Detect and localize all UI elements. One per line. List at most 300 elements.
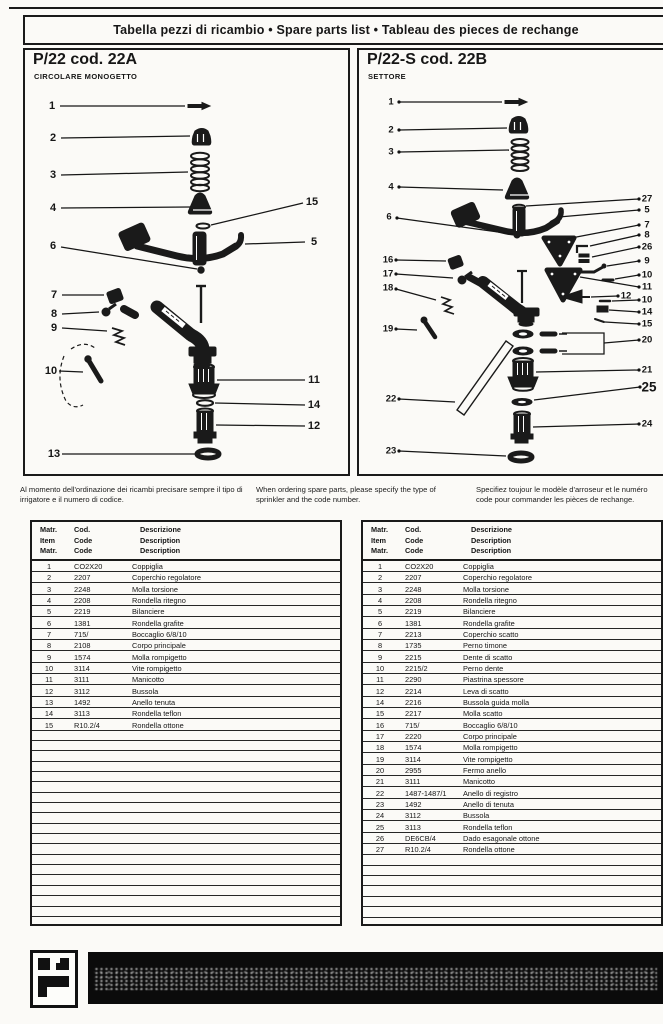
part-code: 2219	[405, 607, 422, 617]
part-callout-11: 11	[308, 374, 320, 386]
table-row	[363, 753, 661, 764]
part-code: 3113	[74, 709, 90, 719]
table-row	[363, 685, 661, 696]
logo-notch	[56, 958, 60, 963]
part-code: 1492	[405, 800, 422, 810]
part-callout-8: 8	[644, 229, 650, 241]
table-row	[363, 629, 661, 640]
part-description: Rondella grafite	[463, 618, 515, 628]
part-callout-25: 25	[641, 379, 657, 395]
table-empty-row	[32, 793, 340, 803]
table-row	[363, 844, 661, 855]
item-number: 12	[44, 686, 54, 696]
part-description: Molla rompigetto	[463, 743, 518, 753]
part-callout-21: 21	[641, 364, 653, 376]
part-description: Molla scatto	[463, 709, 503, 719]
header-descrizione: Descrizione	[471, 525, 512, 534]
part-callout-7: 7	[50, 289, 58, 301]
header-descrizione: Descrizione	[140, 525, 181, 534]
part-code: 2219	[74, 607, 91, 617]
parts-art	[60, 103, 241, 459]
item-number: 14	[375, 697, 385, 707]
part-washer-6	[198, 267, 204, 273]
item-number: 2	[377, 573, 383, 583]
part-callout-3: 3	[388, 146, 394, 158]
part-callout-9: 9	[50, 322, 58, 334]
part-code: 2207	[405, 573, 422, 583]
table-row	[32, 583, 340, 594]
part-callout-12: 12	[620, 290, 632, 302]
item-number: 2	[46, 573, 52, 583]
part-code: 3111	[405, 777, 421, 787]
part-washer-6	[514, 232, 520, 238]
part-code: 3114	[405, 754, 421, 764]
table-empty-row	[363, 897, 661, 907]
table-row	[32, 708, 340, 719]
ordering-note-french: Specifiez toujour le modèle d'arroseur et le numéro code pour commander les pièces de rechange.	[476, 484, 648, 505]
part-rocker-arm	[118, 222, 241, 265]
item-number: 5	[46, 607, 52, 617]
table-row	[363, 583, 661, 594]
header-item: Item	[371, 535, 387, 545]
part-callout-14: 14	[307, 399, 321, 411]
part-callout-18: 18	[382, 282, 394, 294]
part-cap	[509, 117, 528, 134]
part-description: Rondella grafite	[132, 618, 184, 628]
part-callout-9: 9	[644, 255, 650, 267]
table-empty-row	[32, 762, 340, 772]
part-code: 2217	[405, 709, 422, 719]
item-number: 6	[46, 618, 52, 628]
item-number: 10	[375, 663, 385, 673]
header-code: Code	[74, 535, 93, 545]
table-row	[32, 719, 340, 730]
table-empty-row	[363, 918, 661, 927]
part-description: Corpo principale	[463, 732, 517, 741]
part-callout-26: 26	[641, 241, 653, 253]
item-number: 19	[375, 754, 385, 764]
item-number: 18	[375, 743, 385, 753]
part-callout-27: 27	[641, 193, 653, 205]
part-description: Perno dente	[463, 663, 504, 673]
part-code: CO2X20	[405, 561, 434, 571]
part-description: Rondella ottone	[463, 845, 515, 855]
part-callout-1: 1	[48, 100, 56, 112]
part-code: 3113	[405, 822, 421, 832]
part-description: Coppiglia	[132, 561, 163, 571]
part-code: 2248	[405, 584, 422, 594]
table-row	[32, 685, 340, 696]
item-number: 12	[375, 686, 385, 696]
item-number: 23	[375, 800, 385, 810]
header-description: Description	[471, 535, 512, 545]
part-description: Molla rompigetto	[132, 652, 187, 662]
part-callout-6: 6	[49, 240, 57, 252]
part-spring-small	[441, 297, 454, 314]
header-cod: Cod.	[405, 525, 422, 534]
table-empty-row	[32, 844, 340, 854]
page-title: Tabella pezzi di ricambio • Spare parts list • Tableau des pieces de rechange	[113, 23, 579, 37]
part-callout-17: 17	[382, 268, 394, 280]
part-description: Corpo principale	[132, 641, 186, 651]
part-cap	[192, 129, 211, 146]
part-callout-5: 5	[644, 204, 650, 216]
item-number: 1	[46, 561, 52, 571]
part-rocker-arm	[450, 201, 561, 236]
ordering-note-italian: Al momento dell'ordinazione dei ricambi precisare sempre il tipo di irrigatore e il numero di codice.	[20, 484, 243, 505]
part-nozzle-cup	[106, 288, 123, 304]
part-callout-24: 24	[641, 418, 653, 430]
table-row	[32, 651, 340, 662]
part-code: 2216	[405, 697, 422, 707]
table-row	[32, 606, 340, 617]
table-empty-row	[32, 907, 340, 917]
part-code: 2215	[405, 652, 422, 662]
header-matr-fr: Matr.	[40, 546, 58, 555]
part-description: Rondella teflon	[132, 709, 182, 719]
part-description: Rondella ritegno	[463, 595, 517, 605]
item-number: 21	[375, 777, 385, 787]
logo-bar	[38, 976, 69, 987]
part-callout-16: 16	[382, 254, 394, 266]
part-callout-12: 12	[307, 420, 321, 432]
part-description: Boccaglio 6/8/10	[132, 629, 187, 639]
part-callout-5: 5	[310, 236, 318, 248]
part-description: Manicotto	[132, 675, 165, 685]
table-row	[363, 606, 661, 617]
part-body	[124, 285, 216, 368]
table-row	[363, 833, 661, 844]
part-code: 1735	[405, 641, 422, 651]
part-callout-11: 11	[641, 281, 653, 293]
table-row	[32, 617, 340, 628]
header-matr: Matr.	[371, 525, 389, 534]
part-description: Vite rompigetto	[463, 754, 513, 764]
part-washer-25	[512, 399, 532, 406]
part-spring-small	[112, 328, 125, 345]
table-row	[32, 629, 340, 640]
part-code: 2207	[74, 573, 91, 583]
table-row	[363, 697, 661, 708]
table-empty-row	[32, 731, 340, 741]
part-body	[469, 271, 539, 326]
part-description: Molla torsione	[463, 584, 510, 594]
part-description: Molla torsione	[132, 584, 179, 594]
diagram-panel-p22s	[357, 48, 663, 476]
part-code: 1574	[405, 743, 422, 753]
table-row	[363, 674, 661, 685]
part-coupling	[189, 364, 219, 398]
item-number: 7	[377, 629, 383, 639]
table-row	[363, 787, 661, 798]
table-row	[32, 663, 340, 674]
table-row	[32, 674, 340, 685]
table-empty-row	[32, 803, 340, 813]
item-number: 7	[46, 629, 52, 639]
part-callout-2: 2	[388, 124, 394, 136]
part-bolt	[421, 317, 435, 337]
part-bell	[505, 178, 529, 199]
header-code: Code	[405, 535, 424, 545]
part-code: 3112	[405, 811, 421, 821]
part-description: Anello di registro	[463, 788, 519, 798]
part-code: R10.2/4	[74, 720, 100, 730]
part-description: Bussola	[132, 686, 159, 696]
table-row	[32, 697, 340, 708]
part-hook-8	[577, 246, 588, 253]
part-code: CO2X20	[74, 561, 103, 571]
part-bell	[188, 193, 212, 214]
part-description: Coppiglia	[463, 561, 494, 571]
exploded-diagram-p22s	[359, 50, 663, 470]
table-empty-row	[32, 896, 340, 906]
part-pin-15	[595, 319, 604, 322]
part-code: 715/	[405, 720, 420, 730]
table-row	[363, 810, 661, 821]
part-washer-15	[197, 224, 210, 229]
table-rows	[32, 561, 340, 927]
item-number: 6	[377, 618, 383, 628]
part-description: Piastrina spessore	[463, 675, 524, 685]
part-callout-4: 4	[49, 202, 57, 214]
table-row	[363, 799, 661, 810]
part-description: Rondella ottone	[132, 720, 184, 730]
part-description: Rondella ritegno	[132, 595, 186, 605]
part-washer-pin-set-20	[513, 330, 604, 355]
item-number: 24	[375, 811, 385, 821]
item-number: 8	[377, 641, 383, 651]
part-callout-8: 8	[50, 308, 58, 320]
table-header	[363, 522, 661, 561]
part-description: Dado esagonale ottone	[463, 834, 540, 844]
table-empty-row	[32, 813, 340, 823]
part-callout-10: 10	[641, 269, 653, 281]
part-washer-14	[197, 400, 213, 406]
part-code: 2208	[405, 595, 422, 605]
part-spring	[512, 139, 529, 171]
part-code: 3114	[74, 663, 90, 673]
part-code: 715/	[74, 629, 89, 639]
table-empty-row	[363, 886, 661, 896]
part-description: Anello tenuta	[132, 697, 176, 707]
panel-subtitle: CIRCOLARE MONOGETTO	[34, 72, 138, 81]
part-callout-13: 13	[47, 448, 61, 460]
item-number: 4	[377, 595, 383, 605]
header-cod: Cod.	[74, 525, 91, 534]
parts-art	[421, 99, 613, 462]
part-code: 3111	[74, 675, 90, 685]
part-description: Dente di scatto	[463, 652, 513, 662]
item-number: 27	[375, 845, 385, 855]
item-number: 13	[44, 697, 54, 707]
table-empty-row	[32, 875, 340, 885]
table-empty-row	[363, 907, 661, 917]
header-matr: Matr.	[40, 525, 58, 534]
part-pins-26	[579, 254, 589, 263]
part-code: 2290	[405, 675, 422, 685]
parts-table-p22	[30, 520, 342, 926]
header-item: Item	[40, 535, 56, 545]
part-callout-20: 20	[641, 334, 653, 346]
part-code: 1381	[74, 618, 91, 628]
part-spring	[191, 153, 209, 191]
part-description: Rondella teflon	[463, 822, 513, 832]
table-row	[363, 776, 661, 787]
part-code: 2248	[74, 584, 91, 594]
table-empty-row	[32, 865, 340, 875]
part-bushing	[194, 409, 216, 444]
exploded-diagram-p22	[25, 50, 344, 470]
part-description: Bilanciere	[463, 607, 496, 617]
item-number: 1	[377, 561, 383, 571]
table-row	[363, 731, 661, 742]
part-description: Leva di scatto	[463, 686, 509, 696]
item-number: 15	[44, 720, 54, 730]
item-number: 10	[44, 663, 54, 673]
table-row	[363, 595, 661, 606]
part-callout-15: 15	[641, 318, 653, 330]
header-description-fr: Description	[471, 546, 512, 555]
part-code: 1492	[74, 697, 91, 707]
panel-title: P/22 cod. 22A	[33, 51, 138, 68]
table-empty-row	[32, 917, 340, 926]
part-pin	[505, 99, 527, 106]
table-empty-row	[363, 866, 661, 876]
table-empty-row	[32, 751, 340, 761]
part-code: 2214	[405, 686, 422, 696]
item-number: 9	[377, 652, 383, 662]
part-code: 3112	[74, 686, 90, 696]
header-description-fr: Description	[140, 546, 181, 555]
panel-title: P/22-S cod. 22B	[367, 51, 488, 68]
part-callout-10: 10	[641, 294, 653, 306]
table-row	[363, 765, 661, 776]
header-matr-fr: Matr.	[371, 546, 389, 555]
panel-subtitle: SETTORE	[368, 72, 407, 81]
part-callout-4: 4	[388, 181, 394, 193]
item-number: 14	[44, 709, 54, 719]
ordering-note-english: When ordering spare parts, please specify the type of sprinkler and the code number.	[256, 484, 436, 505]
header-description: Description	[140, 535, 181, 545]
leader-lines	[59, 106, 305, 454]
part-callout-15: 15	[305, 196, 319, 208]
header-code-fr: Code	[405, 546, 424, 555]
table-row	[363, 561, 661, 572]
part-description: Manicotto	[463, 777, 496, 787]
part-callout-19: 19	[382, 323, 394, 335]
part-description: Perno timone	[463, 641, 507, 651]
footer-print-strip	[88, 952, 663, 1004]
table-empty-row	[32, 855, 340, 865]
table-empty-row	[32, 772, 340, 782]
part-description: Bilanciere	[132, 607, 165, 617]
table-row	[363, 617, 661, 628]
part-code: 2208	[74, 595, 91, 605]
part-bolt	[60, 344, 101, 407]
parts-table-p22s	[361, 520, 663, 926]
part-description: Boccaglio 6/8/10	[463, 720, 518, 730]
table-row	[32, 595, 340, 606]
item-number: 5	[377, 607, 383, 617]
table-row	[32, 572, 340, 583]
item-number: 3	[377, 584, 383, 594]
part-callout-22: 22	[385, 393, 397, 405]
part-coupling-21	[508, 358, 538, 391]
part-code: 2220	[405, 732, 422, 741]
item-number: 4	[46, 595, 52, 605]
part-description: Anello di tenuta	[463, 800, 514, 810]
part-code: 2215/2	[405, 663, 428, 673]
part-ring	[197, 450, 219, 458]
table-row	[363, 640, 661, 651]
item-number: 20	[375, 766, 385, 776]
item-number: 8	[46, 641, 52, 651]
table-row	[363, 651, 661, 662]
part-description: Vite rompigetto	[132, 663, 182, 673]
table-row	[363, 572, 661, 583]
brand-logo	[30, 950, 78, 1008]
part-code: 1574	[74, 652, 91, 662]
part-callout-23: 23	[385, 445, 397, 457]
item-number: 11	[45, 675, 53, 685]
part-code: 2955	[405, 766, 422, 776]
part-callout-3: 3	[49, 169, 57, 181]
table-empty-row	[32, 886, 340, 896]
part-description: Coperchio regolatore	[463, 573, 533, 583]
part-description: Coperchio regolatore	[132, 573, 202, 583]
part-bushing-14	[597, 306, 608, 312]
header-code-fr: Code	[74, 546, 93, 555]
top-rule	[9, 7, 663, 9]
table-header	[32, 522, 340, 561]
part-nozzle-tip	[102, 304, 116, 316]
part-callout-2: 2	[49, 132, 57, 144]
part-callout-1: 1	[388, 96, 394, 108]
table-row	[32, 640, 340, 651]
part-description: Bussola guida molla	[463, 697, 530, 707]
logo-block	[38, 958, 50, 970]
part-flat-bar-22	[457, 341, 513, 415]
item-number: 26	[375, 834, 385, 844]
part-callout-10: 10	[44, 365, 58, 377]
item-number: 22	[375, 788, 385, 798]
table-row	[363, 708, 661, 719]
item-number: 11	[376, 675, 384, 685]
table-empty-row	[363, 876, 661, 886]
table-empty-row	[32, 834, 340, 844]
table-empty-row	[32, 741, 340, 751]
item-number: 9	[46, 652, 52, 662]
table-row	[32, 561, 340, 572]
table-row	[363, 742, 661, 753]
table-row	[363, 663, 661, 674]
table-empty-row	[363, 855, 661, 865]
part-bushing-24	[511, 412, 533, 444]
part-code: 2213	[405, 629, 422, 639]
item-number: 25	[375, 822, 385, 832]
part-description: Coperchio scatto	[463, 629, 519, 639]
part-ring-23	[510, 453, 532, 461]
logo-foot	[38, 987, 47, 997]
part-code: R10.2/4	[405, 845, 431, 855]
part-description: Fermo anello	[463, 766, 507, 776]
part-callout-6: 6	[386, 211, 392, 223]
part-pin	[188, 103, 210, 110]
part-callout-7: 7	[644, 219, 650, 231]
table-rows	[363, 561, 661, 927]
table-row	[363, 719, 661, 730]
part-code: 2108	[74, 641, 91, 651]
